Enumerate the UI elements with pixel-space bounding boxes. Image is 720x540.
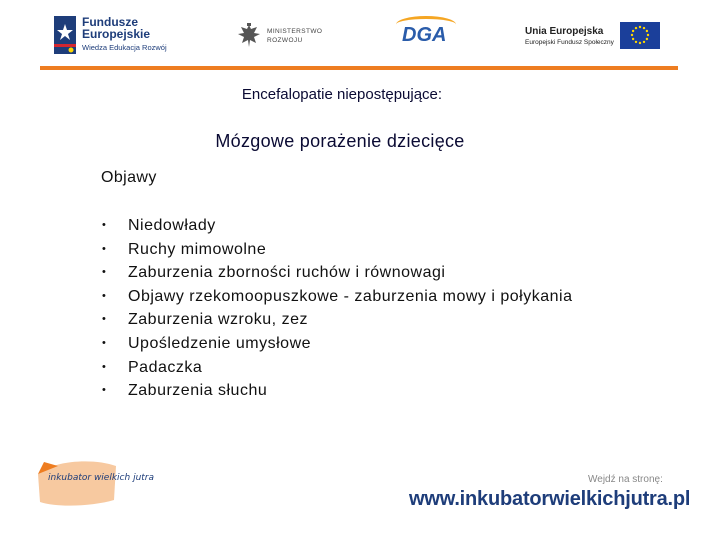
bullet-icon: • (102, 313, 107, 326)
ue-line1: Unia Europejska (525, 25, 604, 37)
dga-logo (402, 24, 446, 47)
dga-arc-icon (396, 16, 456, 33)
symptom-text: Padaczka (128, 358, 203, 376)
symptom-item (102, 285, 622, 309)
symptom-item (102, 356, 622, 380)
ministerstwo-logo (236, 22, 322, 50)
bullet-icon: • (102, 289, 107, 302)
unia-europejska-logo (525, 22, 660, 49)
fundusze-star-icon (54, 16, 76, 54)
website-link[interactable]: www.inkubatorwielkichjutra.pl (409, 488, 691, 510)
bullet-icon: • (102, 384, 107, 397)
symptom-item (102, 261, 622, 285)
inkubator-logo-text: inkubator wielkich jutra (48, 473, 155, 483)
symptom-list (102, 214, 622, 403)
symptom-item (102, 332, 622, 356)
fundusze-europejskie-logo (54, 16, 167, 54)
slide-subtitle: Encefalopatie niepostępujące: (241, 86, 443, 103)
symptom-text: Zaburzenia słuchu (128, 382, 268, 400)
bullet-icon: • (102, 336, 107, 349)
orange-divider (40, 66, 678, 70)
symptom-item (102, 308, 622, 332)
bullet-icon: • (102, 266, 107, 279)
slide-title: Mózgowe porażenie dziecięce (215, 131, 465, 151)
fundusze-line3: Wiedza Edukacja Rozwój (82, 43, 167, 52)
symptom-text: Niedowłady (128, 217, 216, 234)
symptom-text: Ruchy mimowolne (128, 240, 267, 258)
ministerstwo-line1: MINISTERSTWO (267, 28, 323, 35)
fundusze-line2: Europejskie (82, 27, 151, 41)
bullet-icon: • (102, 242, 107, 255)
section-heading: Objawy (101, 169, 157, 186)
symptom-item (102, 238, 622, 262)
eagle-emblem-icon (236, 22, 262, 50)
symptom-item (102, 379, 622, 403)
bullet-icon: • (102, 360, 107, 373)
symptom-text: Objawy rzekomoopuszkowe - zaburzenia mowy i połykania (128, 287, 573, 305)
visit-label: Wejdź na stronę: (588, 474, 663, 485)
symptom-text: Zaburzenia zborności ruchów i równowagi (128, 264, 446, 282)
symptom-text: Zaburzenia wzroku, zez (128, 311, 308, 329)
bullet-icon: • (102, 219, 107, 231)
ue-line2: Europejski Fundusz Społeczny (525, 38, 614, 46)
logo-bar (0, 0, 720, 66)
fundusze-line1: Fundusze (82, 15, 138, 29)
inkubator-logo (34, 456, 155, 508)
dga-text: DGA (402, 24, 447, 46)
eu-flag-icon (620, 22, 660, 49)
ministerstwo-line2: ROZWOJU (267, 37, 303, 44)
symptom-text: Upośledzenie umysłowe (128, 334, 312, 352)
symptom-item (102, 214, 622, 238)
